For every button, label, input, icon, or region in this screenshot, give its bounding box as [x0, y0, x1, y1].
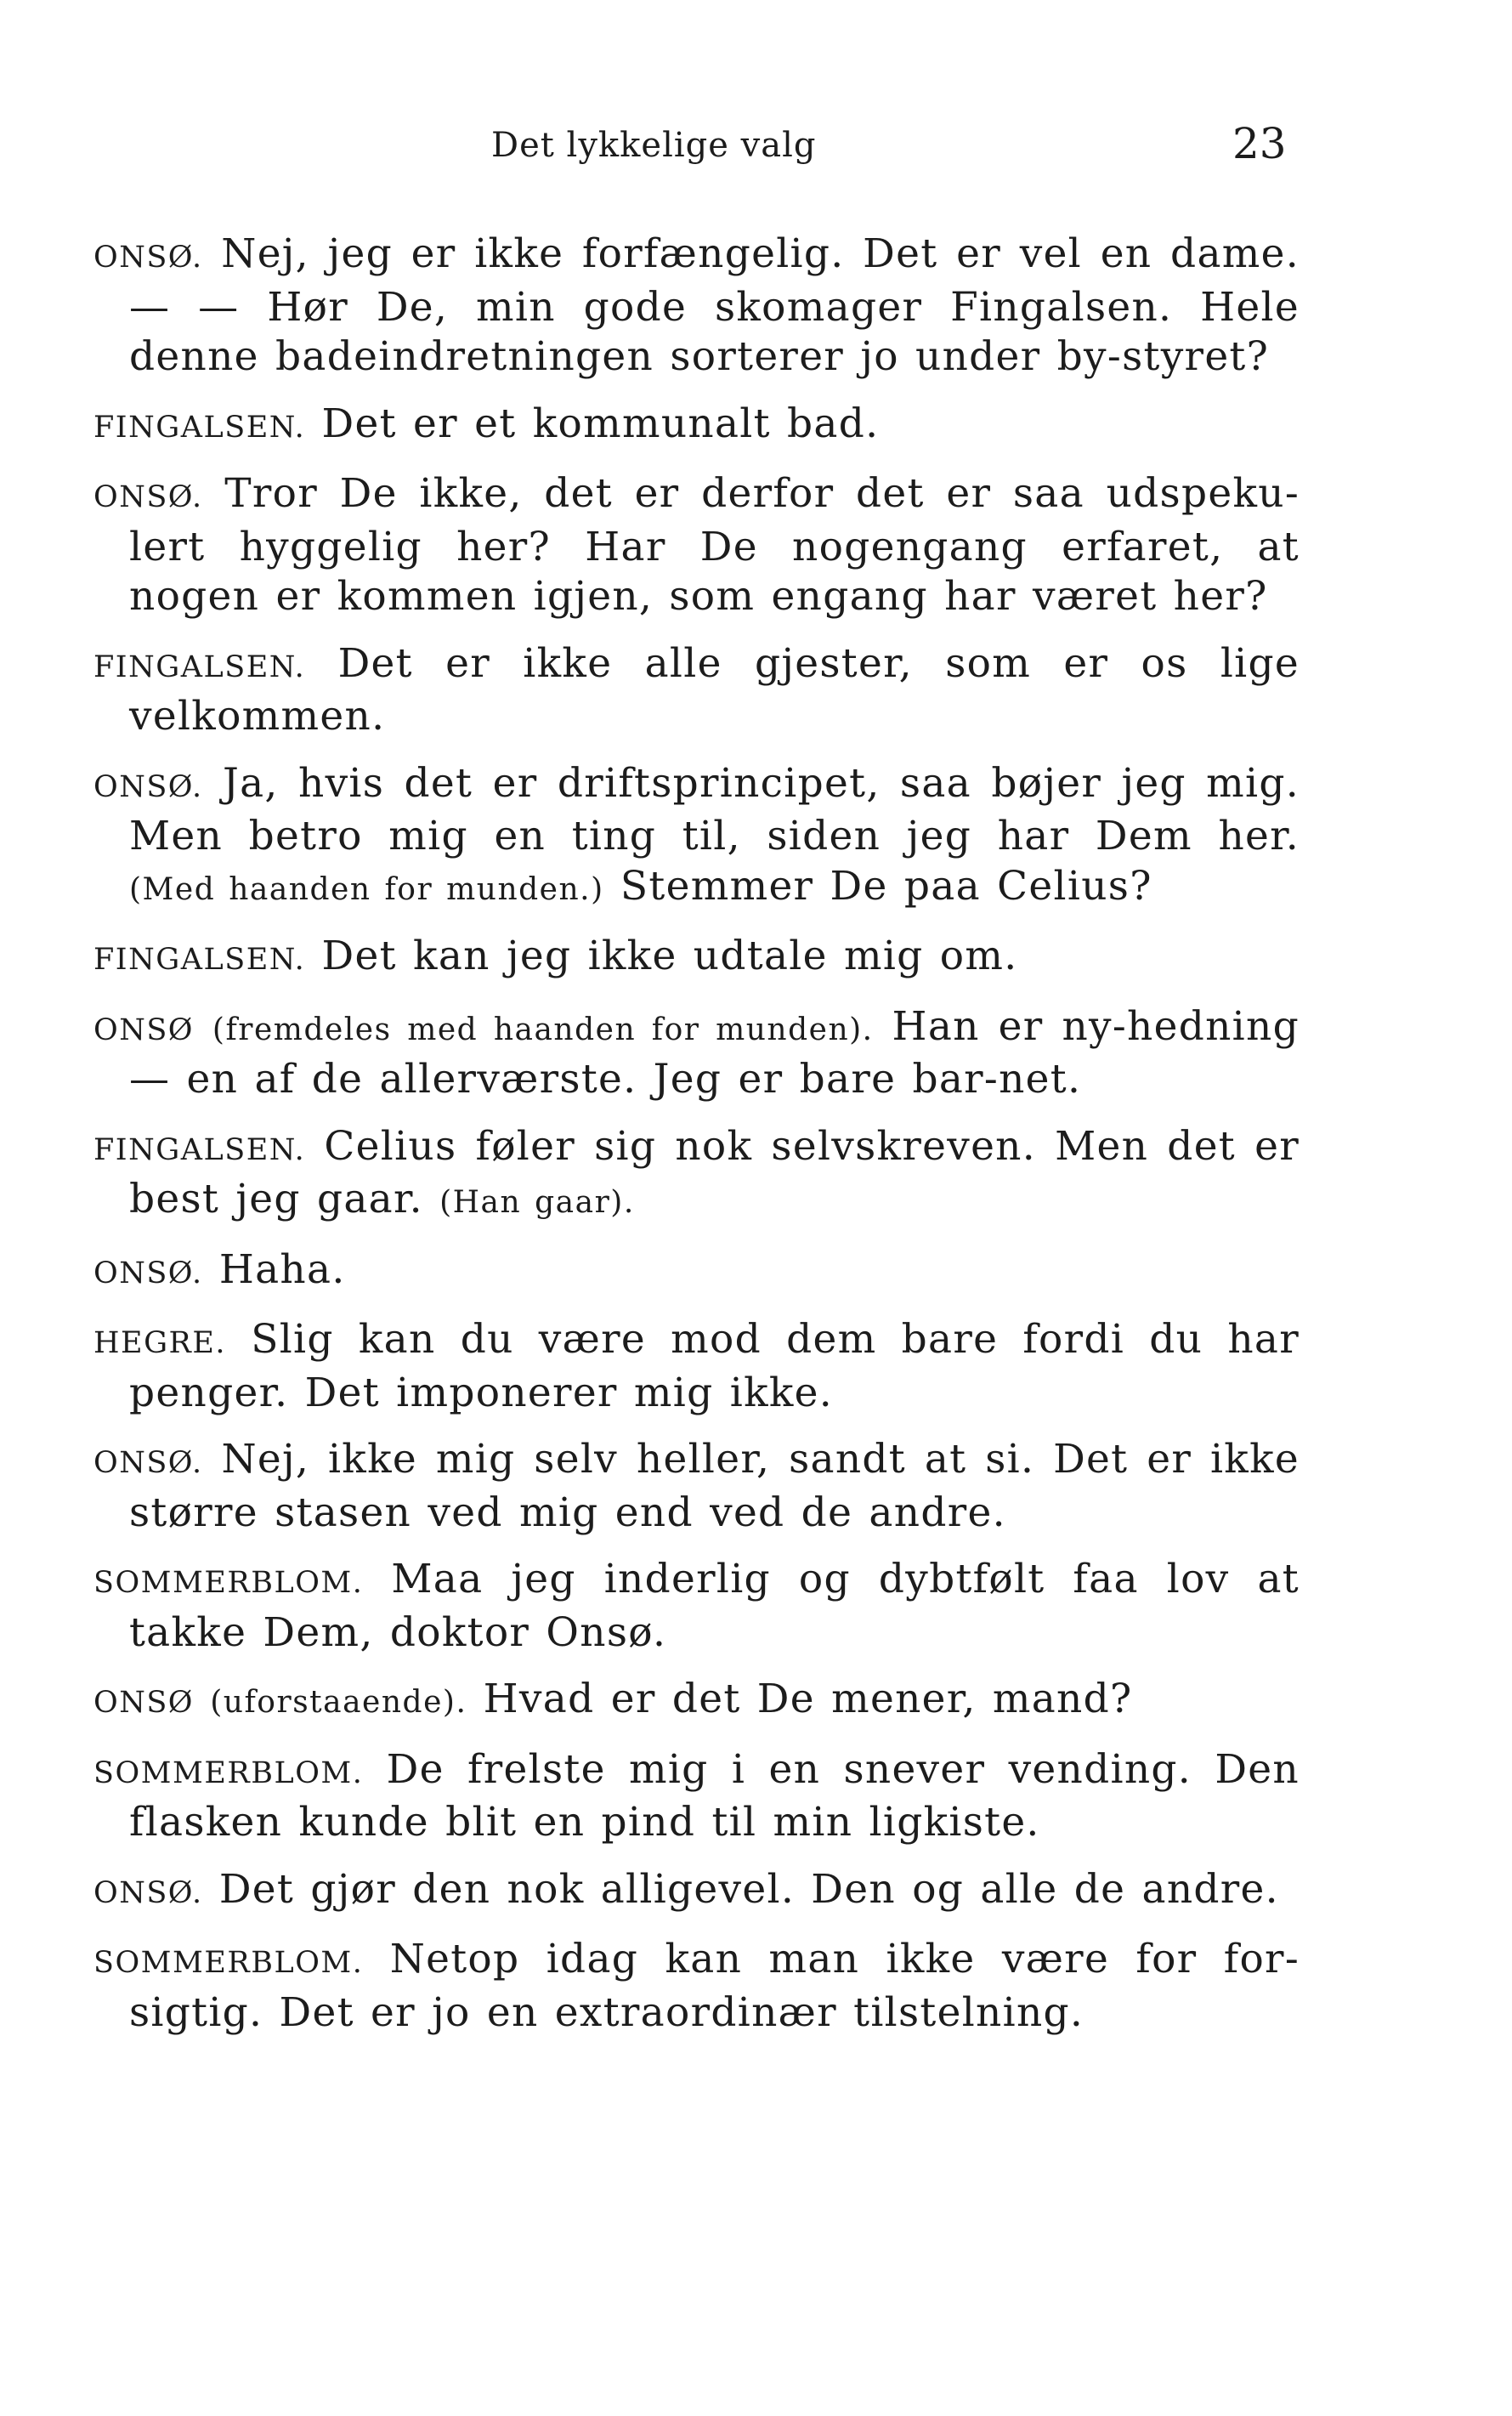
speech-7 [93, 1002, 1300, 1105]
speaker-name: ONSØ [93, 1686, 194, 1720]
speech-13 [93, 1675, 1300, 1728]
speech-1 [93, 230, 1300, 383]
speaker-name: ONSØ. [93, 1875, 203, 1910]
stage-direction: (Med haanden for munden.) [129, 871, 604, 907]
speaker-name: ONSØ. [93, 241, 203, 275]
speech-text: Slig kan du være mod dem bare fordi du har penger. Det imponerer mig ikke. [129, 1316, 1300, 1416]
speech-text-after: Hvad er det De mener, mand? [483, 1676, 1133, 1722]
speech-15 [93, 1865, 1300, 1919]
speaker-name: ONSØ. [93, 769, 203, 804]
speaker-name: FINGALSEN. [93, 410, 306, 445]
speech-text-after: Han er ny-hedning — en af de allerværste. Jeg er bare bar-net. [129, 1002, 1300, 1103]
speech-text: Tror De ikke, det er derfor det er saa udspeku-lert hyggelig her? Har De nogengang erfaret, at nogen er kommen igjen, som engang har været her? [129, 470, 1300, 620]
speech-text: De frelste mig i en snever vending. Den flasken kunde blit en pind til min ligkiste. [129, 1745, 1300, 1846]
speech-text: Haha. [218, 1245, 346, 1293]
running-title: Det lykkelige valg [491, 126, 817, 165]
speech-2 [93, 400, 1300, 453]
stage-direction: (Han gaar). [439, 1185, 635, 1220]
speech-text: Netop idag kan man ikke være for for-sigtig. Det er jo en extraordinær tilstelning. [129, 1936, 1300, 2036]
stage-direction: (uforstaaende). [210, 1685, 467, 1720]
speaker-name: FINGALSEN. [93, 1132, 306, 1167]
speaker-name: ONSØ [93, 1012, 194, 1047]
dialogue [93, 230, 1300, 2038]
speech-text: Det kan jeg ikke udtale mig om. [321, 933, 1018, 979]
speech-text: Maa jeg inderlig og dybtfølt faa lov at takke Dem, doktor Onsø. [129, 1556, 1300, 1656]
speech-16 [93, 1935, 1300, 2038]
speech-11 [93, 1435, 1300, 1538]
speaker-name: ONSØ. [93, 1256, 203, 1290]
speaker-name: FINGALSEN. [93, 943, 306, 977]
speech-9 [93, 1245, 1300, 1299]
speech-text: Det gjør den nok alligevel. Den og alle de andre. [218, 1865, 1279, 1913]
speaker-name: ONSØ. [93, 480, 203, 514]
speech-text: Nej, ikke mig selv heller, sandt at si. Det er ikke større stasen ved mig end ved de andre. [129, 1436, 1300, 1536]
stage-direction: (fremdeles med haanden for munden). [212, 1012, 874, 1047]
speaker-name: SOMMERBLOM. [93, 1946, 364, 1980]
speech-text: Ja, hvis det er driftsprincipet, saa bøjer jeg mig. Men betro mig en ting til, siden jeg har Dem her. [129, 759, 1300, 859]
page-number: 23 [1232, 119, 1287, 168]
speech-text: Det er ikke alle gjester, som er os lige velkommen. [129, 639, 1300, 740]
speech-3 [93, 469, 1300, 622]
speech-text: Celius føler sig nok selvskreven. Men det er best jeg gaar. [129, 1122, 1300, 1222]
speaker-name: FINGALSEN. [93, 649, 306, 684]
speech-text-after: Stemmer De paa Celius? [620, 862, 1152, 910]
speech-text: Nej, jeg er ikke forfængelig. Det er vel en dame. — — Hør De, min gode skomager Fingalsen. Hele denne badeindretningen sorterer jo under by-styret? [129, 230, 1300, 380]
speech-14 [93, 1745, 1300, 1848]
speech-5 [93, 759, 1300, 916]
speech-text: Det er et kommunalt bad. [321, 400, 880, 447]
speaker-name: ONSØ. [93, 1446, 203, 1480]
speaker-name: SOMMERBLOM. [93, 1755, 364, 1790]
running-header [93, 0, 1300, 230]
speech-12 [93, 1555, 1300, 1658]
speech-10 [93, 1315, 1300, 1418]
speaker-name: HEGRE. [93, 1326, 227, 1360]
speech-8 [93, 1122, 1300, 1228]
speaker-name: SOMMERBLOM. [93, 1566, 364, 1600]
speech-4 [93, 639, 1300, 742]
speech-6 [93, 932, 1300, 985]
